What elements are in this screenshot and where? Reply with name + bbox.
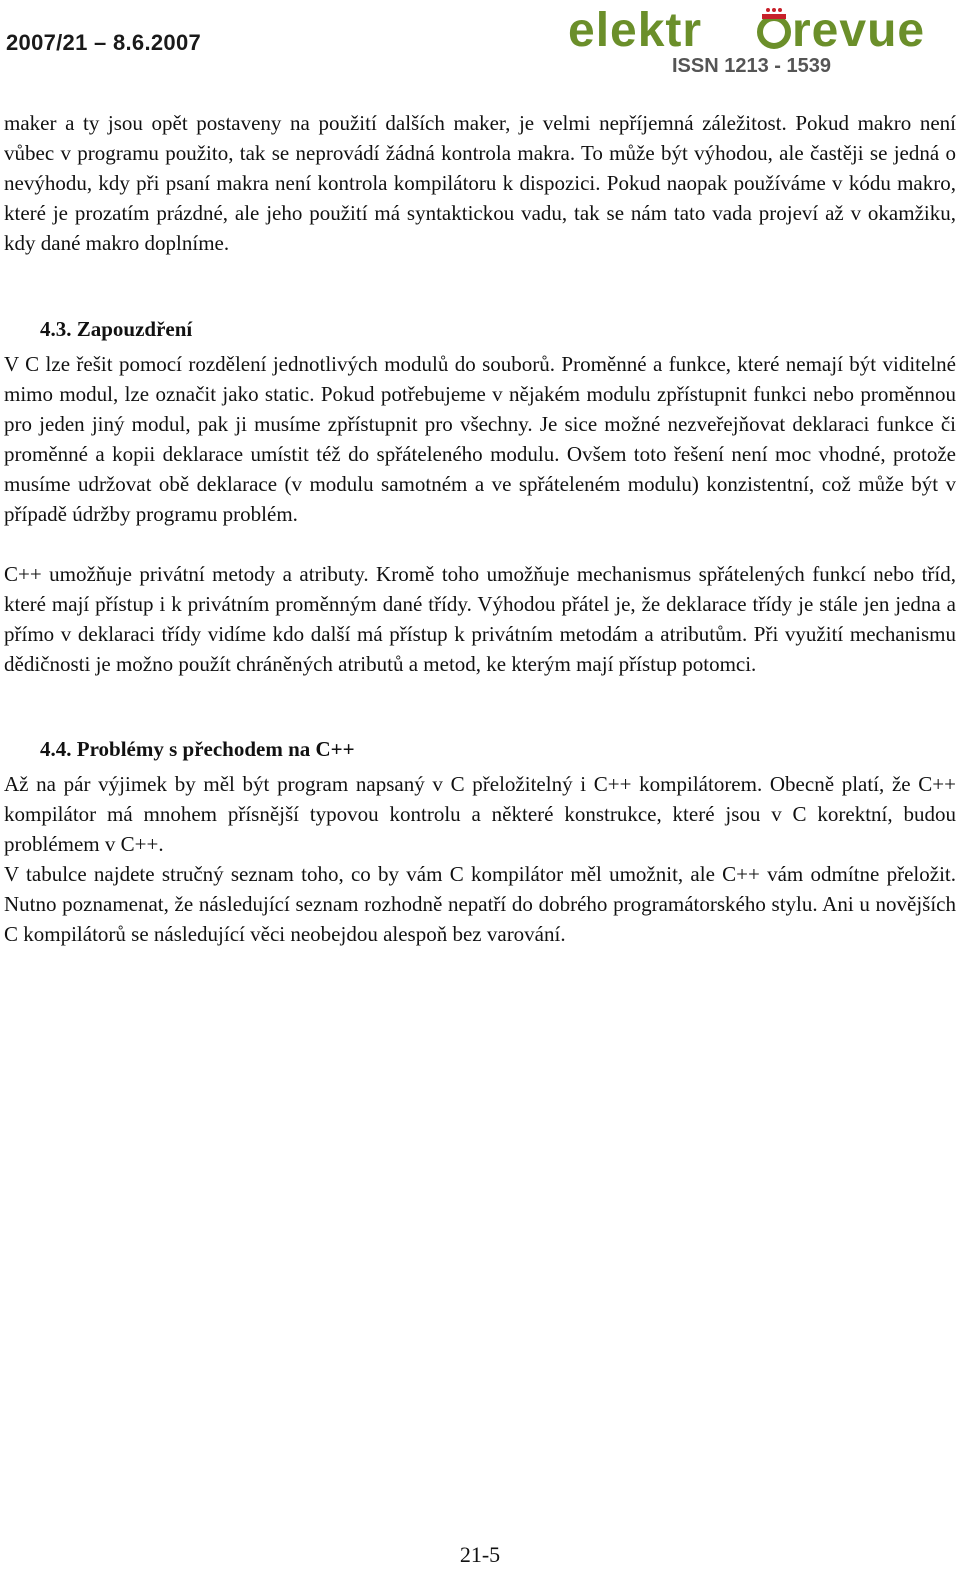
- issue-date: 2007/21 – 8.6.2007: [6, 30, 202, 55]
- section-4-4-heading: 4.4. Problémy s přechodem na C++: [40, 737, 355, 761]
- intro-paragraph: maker a ty jsou opět postaveny na použití dalších maker, je velmi nepříjemná záležitost. Pokud makro není vůbec v programu použito, tak se neprovádí žádná kontrola makra. To může být výhodou, ale častěji se jedná o nevýhodu, kdy při psaní makra není kontrola kompilátoru k dispozici. Pokud naopak používáme v kódu makro, které je prozatím prázdné, ale jeho použití má syntaktickou vadu, tak se nám tato vada projeví až v okamžiku, kdy dané makro doplníme.: [4, 111, 956, 255]
- logo-issn: ISSN 1213 - 1539: [672, 55, 831, 76]
- page-header: [0, 0, 960, 90]
- section-4-4-table-paragraph: V tabulce najdete stručný seznam toho, co by vám C kompilátor měl umožnit, ale C++ vám odmítne přeložit. Nutno poznamenat, že následující seznam rozhodně nepatří do dobrého programátorského stylu. Ani u novějších C kompilátorů se následující věci neobejdou alespoň bez varování.: [4, 862, 956, 946]
- section-4-3-cpp-paragraph: C++ umožňuje privátní metody a atributy. Kromě toho umožňuje mechanismus spřátelených funkcí nebo tříd, které mají přístup i k privátním proměnným dané třídy. Výhodou přátel je, že deklarace třídy je stále jen jedna a přímo v deklaraci třídy vidíme kdo další má přístup k privátním metodám a atributům. Při využití mechanismu dědičnosti je možno použít chráněných atributů a metod, ke kterým mají přístup potomci.: [4, 562, 956, 676]
- logo-wordmark: elektr: [568, 4, 703, 57]
- logo-o-mark: [760, 8, 788, 46]
- section-4-4-paragraph: Až na pár výjimek by měl být program napsaný v C přeložitelný i C++ kompilátorem. Obecně platí, že C++ kompilátor má mnohem přísnější typovou kontrolu a některé konstrukce, které jsou v C korektní, budou problémem v C++.: [4, 772, 956, 856]
- section-4-3-heading: 4.3. Zapouzdření: [40, 317, 193, 341]
- section-4-3-paragraph: V C lze řešit pomocí rozdělení jednotlivých modulů do souborů. Proměnné a funkce, které nemají být viditelné mimo modul, lze označit jako static. Pokud potřebujeme v nějakém modulu zpřístupnit funkci nebo proměnnou pro jeden jiný modul, pak ji musíme zpřístupnit pro všechny. Je sice možné nezveřejňovat deklaraci funkce či proměnné a kopii deklarace umístit též do spřáteleného modulu. Ovšem toto řešení není moc vhodné, protože musíme udržovat obě deklarace (v modulu samotném a ve spřáteleném modulu) konzistentní, což může být v případě údržby programu problém.: [4, 352, 956, 526]
- page-number: 21-5: [459, 1542, 501, 1567]
- logo-wordmark-tail: revue: [792, 4, 926, 57]
- elektrorevue-logo: [568, 4, 958, 76]
